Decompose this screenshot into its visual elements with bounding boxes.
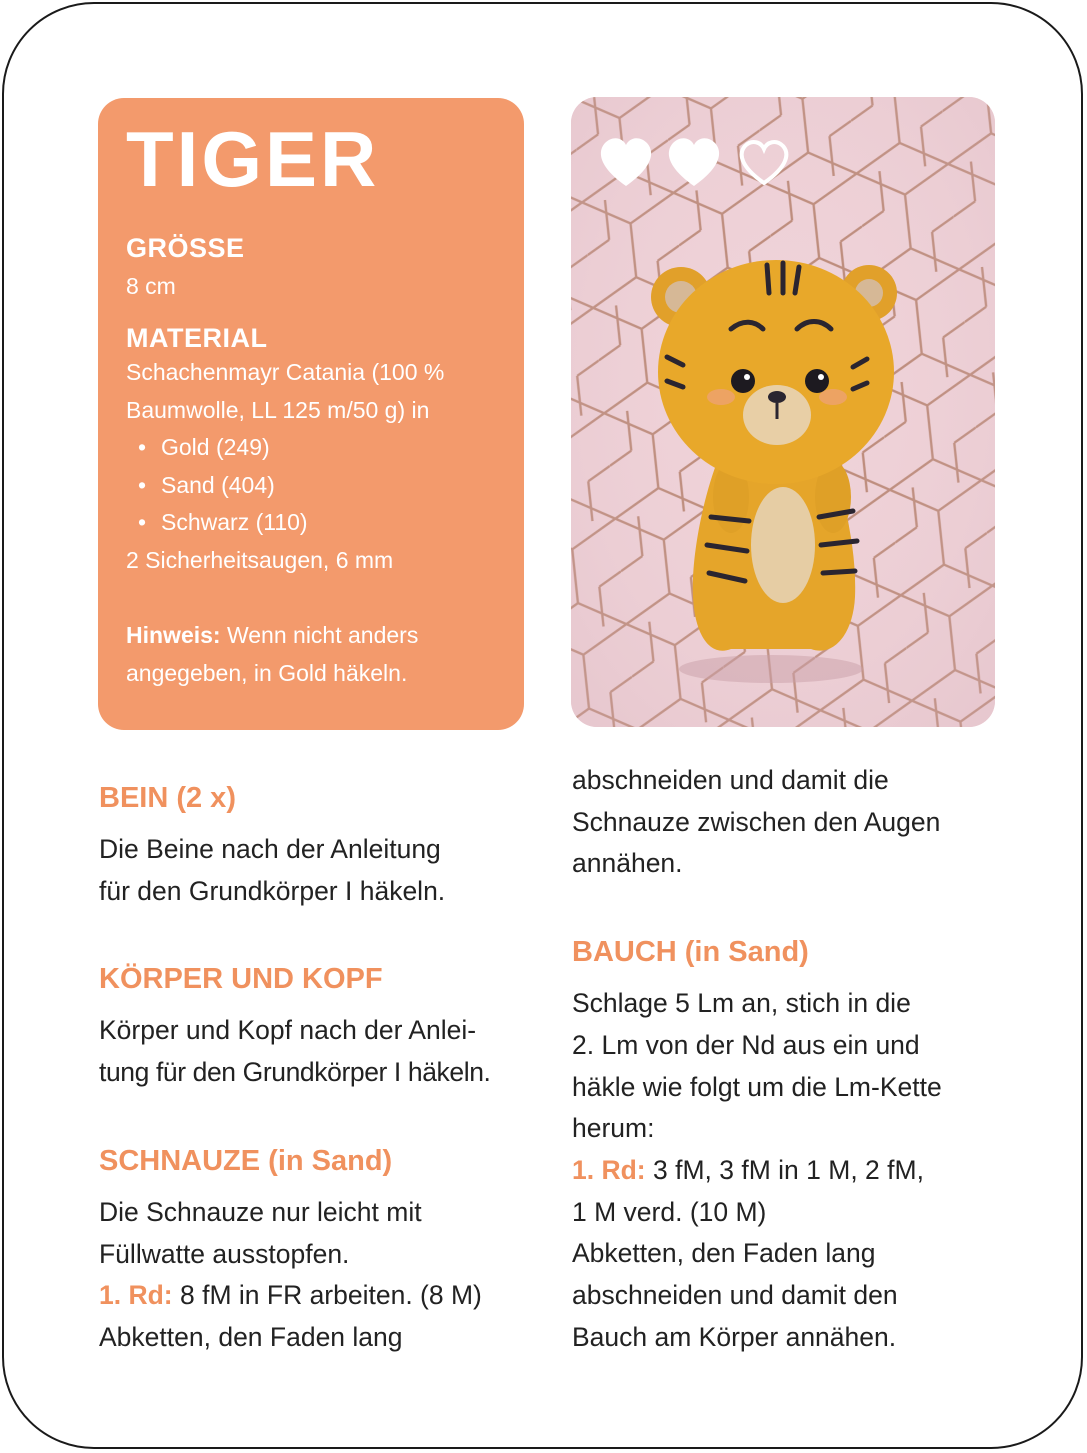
section-heading-schnauze: SCHNAUZE (in Sand) xyxy=(99,1144,393,1177)
section-heading-bauch: BAUCH (in Sand) xyxy=(572,936,809,969)
text-line: Schnauze zwischen den Augen xyxy=(572,806,941,837)
text-line: Schlage 5 Lm an, stich in die xyxy=(572,988,911,1019)
text-line: Die Schnauze nur leicht mit xyxy=(99,1196,422,1227)
round-line xyxy=(572,1150,1012,1192)
tiger-photo xyxy=(571,97,995,727)
eyes-material: 2 Sicherheitsaugen, 6 mm xyxy=(126,546,394,573)
material-line: Schachenmayr Catania (100 % xyxy=(126,359,445,386)
color-list xyxy=(126,429,504,542)
text-line: abschneiden und damit den xyxy=(572,1280,898,1311)
section-heading-koerper: KÖRPER UND KOPF xyxy=(99,963,383,996)
round-label: 1. Rd: xyxy=(572,1154,646,1185)
text-line: Die Beine nach der Anleitung xyxy=(99,834,441,864)
section-heading-bein: BEIN (2 x) xyxy=(99,782,236,814)
color-item: • Sand (404) xyxy=(138,467,504,505)
text-line: abschneiden und damit die xyxy=(572,765,889,795)
text-line: Bauch am Körper annähen. xyxy=(572,1321,897,1352)
size-value: 8 cm xyxy=(126,273,176,300)
text-line: für den Grundkörper I häkeln. xyxy=(99,875,446,906)
round-line xyxy=(99,1275,539,1317)
text-line: Abketten, den Faden lang xyxy=(99,1321,403,1352)
material-label: MATERIAL xyxy=(126,322,268,353)
recipe-card xyxy=(2,2,1083,1449)
instructions-left xyxy=(99,777,539,1359)
size-label: GRÖSSE xyxy=(126,233,245,263)
text-line: Füllwatte ausstopfen. xyxy=(99,1238,350,1269)
card-title: TIGER xyxy=(126,115,380,203)
color-item: • Schwarz (110) xyxy=(138,504,504,542)
text-line: tung für den Grundkörper I häkeln. xyxy=(99,1057,491,1088)
note-label: Hinweis: xyxy=(126,622,221,649)
note-text: Wenn nicht anders xyxy=(220,622,419,649)
round-text: 3 fM, 3 fM in 1 M, 2 fM, xyxy=(645,1154,924,1185)
text-line: Körper und Kopf nach der Anlei- xyxy=(99,1015,477,1046)
text-line: annähen. xyxy=(572,848,683,879)
material-line: Baumwolle, LL 125 m/50 g) in xyxy=(126,396,430,423)
note-text-2: angegeben, in Gold häkeln. xyxy=(126,659,408,686)
color-item: • Gold (249) xyxy=(138,429,504,467)
round-label: 1. Rd: xyxy=(99,1280,173,1311)
note xyxy=(126,617,504,692)
info-box xyxy=(98,98,524,730)
text-line: häkle wie folgt um die Lm-Kette xyxy=(572,1071,942,1102)
text-line: 1 M verd. (10 M) xyxy=(572,1196,767,1227)
text-line: Abketten, den Faden lang xyxy=(572,1238,876,1269)
text-line: herum: xyxy=(572,1113,655,1144)
round-text: 8 fM in FR arbeiten. (8 M) xyxy=(172,1280,482,1311)
instructions-right xyxy=(572,760,1012,1358)
text-line: 2. Lm von der Nd aus ein und xyxy=(572,1029,920,1060)
